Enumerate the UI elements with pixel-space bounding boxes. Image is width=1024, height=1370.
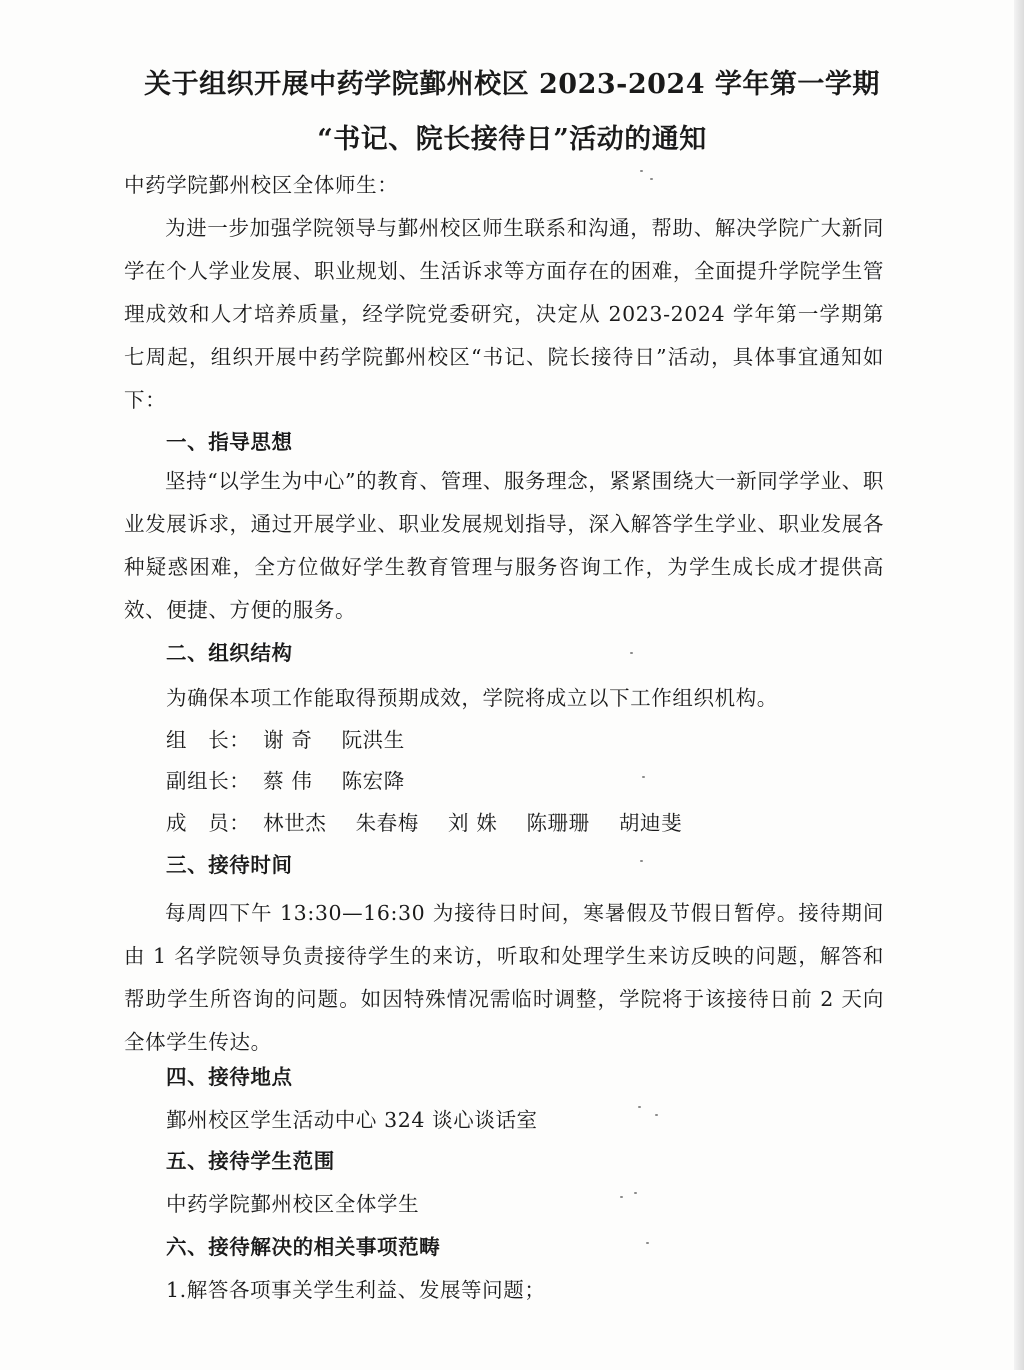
scan-speck [642,776,645,778]
scan-edge-shadow [1014,0,1024,1370]
section-3-body: 每周四下午 13:30—16:30 为接待日时间，寒暑假及节假日暂停。接待期间由 1 名学院领导负责接待学生的来访，听取和处理学生来访反映的问题，解答和帮助学生所咨询的问题。如因特殊情况需临时调整，学院将于该接待日前 2 天向全体学生传达。 [124,901,884,1054]
document-title-line-1: 关于组织开展中药学院鄞州校区 2023-2024 学年第一学期 [144,69,880,100]
scan-speck [655,1114,658,1116]
org-member-name: 刘 姝 [448,811,498,835]
scan-speck [640,860,643,862]
section-6-item-1: 1.解答各项事关学生利益、发展等问题； [166,1278,546,1302]
section-2-body: 为确保本项工作能取得预期成效，学院将成立以下工作组织机构。 [166,686,778,710]
org-member-name: 陈珊珊 [526,811,590,835]
section-4-heading: 四、接待地点 [166,1065,293,1089]
salutation: 中药学院鄞州校区全体师生： [124,173,399,197]
scan-speck [620,1196,623,1198]
org-member-role: 成 员： [166,811,251,835]
section-5-body: 中药学院鄞州校区全体学生 [166,1192,420,1216]
org-leader-role: 组 长： [166,728,251,752]
org-member-name: 林世杰 [263,811,327,835]
org-leader-name: 谢 奇 [263,728,313,752]
document-title-line-2: “书记、院长接待日”活动的通知 [317,124,707,155]
scan-speck [640,170,643,172]
scan-speck [638,1106,641,1108]
intro-paragraph: 为进一步加强学院领导与鄞州校区师生联系和沟通，帮助、解决学院广大新同学在个人学业发展、职业规划、生活诉求等方面存在的困难，全面提升学院学生管理成效和人才培养质量，经学院党委研究，决定从 2023-2024 学年第一学期第七周起，组织开展中药学院鄞州校区“书记、院长接待日”活动，具体事宜通知如下： [124,216,884,412]
section-5-heading: 五、接待学生范围 [166,1149,335,1173]
section-3-heading: 三、接待时间 [166,853,293,877]
org-deputy-name: 陈宏降 [341,769,405,793]
section-4-body: 鄞州校区学生活动中心 324 谈心谈话室 [166,1108,538,1132]
org-member-row [166,806,704,836]
scan-speck [646,1242,649,1244]
org-deputy-name: 蔡 伟 [263,769,313,793]
org-member-name: 胡迪斐 [618,811,683,835]
org-deputy-row [166,764,427,794]
section-6-heading: 六、接待解决的相关事项范畴 [166,1235,441,1259]
scan-speck [650,178,653,180]
section-2-heading: 二、组织结构 [166,641,293,665]
section-1-heading: 一、指导思想 [166,430,293,454]
org-leader-name: 阮洪生 [341,728,405,752]
org-member-name: 朱春梅 [355,811,419,835]
org-deputy-role: 副组长： [166,769,251,793]
section-1-body: 坚持“以学生为中心”的教育、管理、服务理念，紧紧围绕大一新同学学业、职业发展诉求，通过开展学业、职业发展规划指导，深入解答学生学业、职业发展各种疑惑困难，全方位做好学生教育管理与服务咨询工作，为学生成长成才提供高效、便捷、方便的服务。 [124,469,884,622]
scan-speck [630,652,633,654]
org-leader-row [166,723,427,753]
scan-speck [634,1192,637,1194]
